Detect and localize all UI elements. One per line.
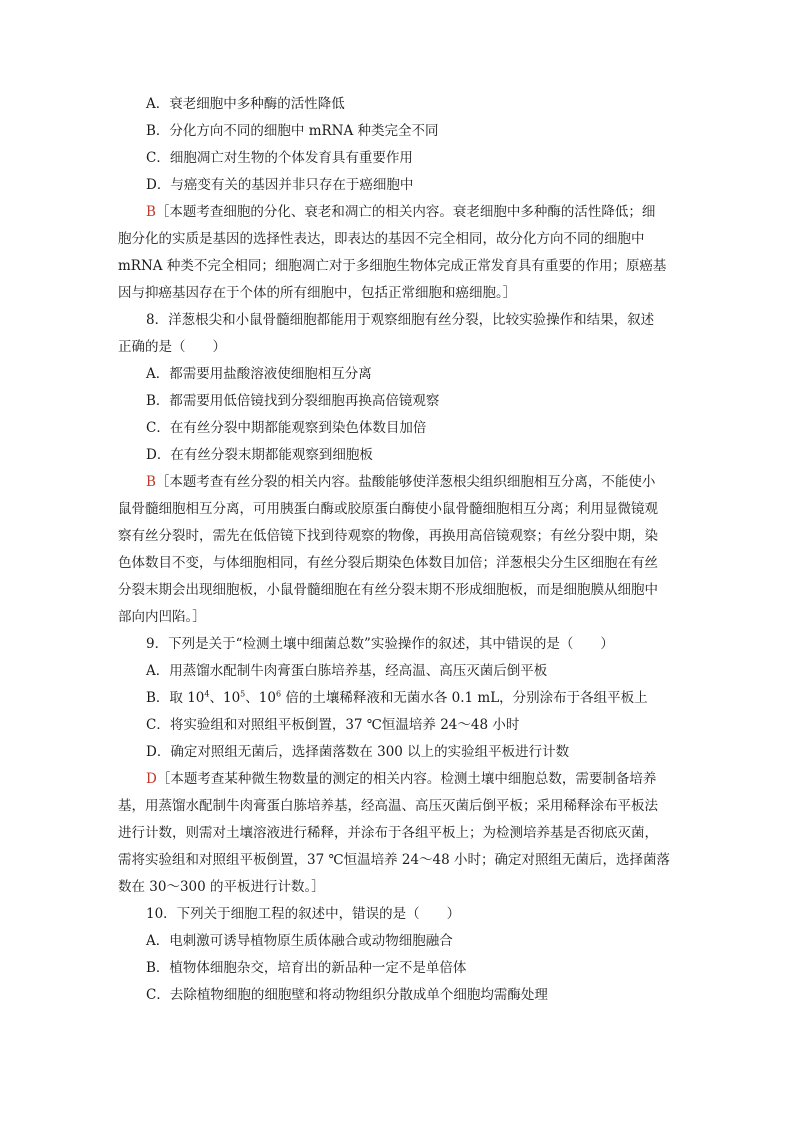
q10-option-c: C．去除植物细胞的细胞壁和将动物组织分散成单个细胞均需酶处理 — [146, 987, 548, 1003]
q8-option-c: C．在有丝分裂中期都能观察到染色体数目加倍 — [146, 420, 427, 436]
q7-answer: B — [146, 204, 156, 220]
q7-option-a: A．衰老细胞中多种酶的活性降低 — [146, 96, 345, 112]
question-content — [118, 91, 678, 1009]
q8-explanation-text: ［本题考查有丝分裂的相关内容。盐酸能够使洋葱根尖组织细胞相互分离，不能使小 — [155, 474, 656, 490]
q9-answer: D — [146, 771, 157, 787]
q9-option-d: D．确定对照组无菌后，选择菌落数在 300 以上的实验组平板进行计数 — [146, 744, 570, 760]
q9-explanation-line — [118, 766, 678, 793]
q7-option-d: D．与癌变有关的基因并非只存在于癌细胞中 — [146, 177, 414, 193]
q8-explanation-line: 分裂末期会出现细胞板，小鼠骨髓细胞在有丝分裂末期不形成细胞板，而是细胞膜从细胞中 — [118, 582, 658, 598]
q9-option-c: C．将实验组和对照组平板倒置，37 ℃恒温培养 24～48 小时 — [146, 717, 520, 733]
q9-explanation-text: ［本题考查某种微生物数量的测定的相关内容。检测土壤中细胞总数，需要制备培养 — [156, 771, 657, 787]
q9-option-b-exponent: 4 — [204, 689, 210, 699]
q9-option-a: A．用蒸馏水配制牛肉膏蛋白胨培养基，经高温、高压灭菌后倒平板 — [146, 663, 548, 679]
q9-option-b-exponent: 5 — [240, 689, 246, 699]
q9-explanation-line: 基，用蒸馏水配制牛肉膏蛋白胨培养基，经高温、高压灭菌后倒平板；采用稀释涂布平板法 — [118, 798, 658, 814]
q10-option-b: B．植物体细胞杂交，培育出的新品种一定不是单倍体 — [146, 960, 467, 976]
q9-option-b — [118, 685, 678, 712]
q8-option-d: D．在有丝分裂末期都能观察到细胞板 — [146, 447, 373, 463]
q8-stem: 8．洋葱根尖和小鼠骨髓细胞都能用于观察细胞有丝分裂，比较实验操作和结果，叙述 — [146, 312, 655, 328]
q7-explanation-line: 胞分化的实质是基因的选择性表达，即表达的基因不完全相同，故分化方向不同的细胞中 — [118, 231, 645, 247]
q8-explanation-line: 鼠骨髓细胞相互分离，可用胰蛋白酶或胶原蛋白酶使小鼠骨髓细胞相互分离；利用显微镜观 — [118, 501, 658, 517]
q8-explanation-line: 察有丝分裂时，需先在低倍镜下找到待观察的物像，再换用高倍镜观察；有丝分裂中期，染 — [118, 528, 658, 544]
q9-option-b-text: 倍的土壤稀释液和无菌水各 0.1 mL，分别涂布于各组平板上 — [281, 690, 648, 706]
q9-explanation-line: 需将实验组和对照组平板倒置，37 ℃恒温培养 24～48 小时；确定对照组无菌后，选择菌落 — [118, 852, 671, 868]
q10-option-a: A．电刺激可诱导植物原生质体融合或动物细胞融合 — [146, 933, 453, 949]
q9-stem: 9．下列是关于“检测土壤中细菌总数”实验操作的叙述，其中错误的是（ ） — [146, 636, 614, 652]
q8-option-a: A．都需要用盐酸溶液使细胞相互分离 — [146, 366, 372, 382]
q9-option-b-exponent: 6 — [275, 689, 282, 699]
q10-stem: 10．下列关于细胞工程的叙述中，错误的是（ ） — [146, 906, 461, 922]
q8-explanation-line — [118, 469, 678, 496]
q9-option-b-text: 、10 — [209, 690, 241, 706]
q9-option-b-text: B．取 10 — [146, 690, 205, 706]
q8-answer: B — [146, 474, 156, 490]
q7-option-b: B．分化方向不同的细胞中 mRNA 种类完全不同 — [146, 123, 439, 139]
q9-explanation-line: 进行计数，则需对土壤溶液进行稀释，并涂布于各组平板上；为检测培养基是否彻底灭菌， — [118, 825, 658, 841]
q8-explanation-line: 色体数目不变，与体细胞相同，有丝分裂后期染色体数目加倍；洋葱根尖分生区细胞在有丝 — [118, 555, 658, 571]
q8-explanation-line: 部向内凹陷。］ — [118, 609, 206, 625]
q8-option-b: B．都需要用低倍镜找到分裂细胞再换高倍镜观察 — [146, 393, 440, 409]
q7-explanation-text: ［本题考查细胞的分化、衰老和凋亡的相关内容。衰老细胞中多种酶的活性降低；细 — [155, 204, 656, 220]
q7-option-c: C．细胞凋亡对生物的个体发育具有重要作用 — [146, 150, 413, 166]
q7-explanation-line — [118, 199, 678, 226]
q8-stem: 正确的是（ ） — [118, 339, 226, 355]
q9-option-b-text: 、10 — [245, 690, 276, 706]
q9-explanation-line: 数在 30～300 的平板进行计数。］ — [118, 879, 325, 895]
q7-explanation-line: 因与抑癌基因存在于个体的所有细胞中，包括正常细胞和癌细胞。］ — [118, 285, 517, 301]
q7-explanation-line: mRNA 种类不完全相同；细胞凋亡对于多细胞生物体完成正常发育具有重要的作用；原癌基 — [118, 258, 667, 274]
